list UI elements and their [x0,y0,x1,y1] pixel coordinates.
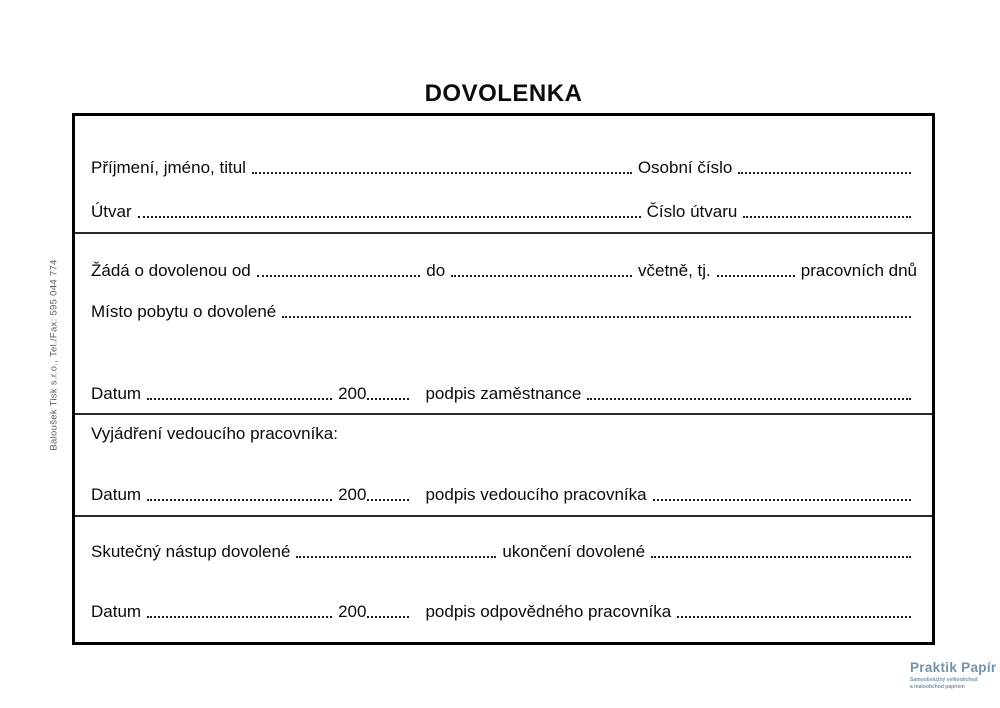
date-label: Datum [91,384,142,403]
employee-signature-label: podpis zaměstnance [425,384,582,403]
row-vacation-dates [91,261,917,281]
date-fill-line [147,499,332,501]
vacation-end-fill-line [651,556,911,558]
supervisor-signature-fill-line [653,499,911,501]
section-divider-3 [75,515,932,517]
row-supervisor-date-signature [91,485,917,505]
responsible-signature-fill-line [677,616,911,618]
row-department [91,202,917,222]
from-date-fill-line [257,275,421,277]
year-prefix: 200 [338,384,367,403]
date-label: Datum [91,602,142,621]
department-fill-line [138,216,641,218]
request-from-label: Žádá o dovolenou od [91,261,251,280]
working-days-label: pracovních dnů [800,261,917,280]
row-vacation-place [91,302,917,322]
year-fill-line [367,398,409,400]
row-employee-date-signature [91,384,917,404]
to-date-fill-line [451,275,632,277]
form-box [72,113,935,645]
surname-fill-line [252,172,632,174]
logo-name-text: Praktik Papír [910,660,997,675]
logo-tagline-line2: a maloobchod papírem [910,683,965,690]
year-fill-line [367,616,409,618]
surname-label: Příjmení, jméno, titul [91,158,246,177]
date-label: Datum [91,485,142,504]
year-fill-line [367,499,409,501]
date-fill-line [147,616,332,618]
department-number-fill-line [743,216,911,218]
logo-praktik-papir [910,660,998,690]
actual-start-fill-line [296,556,496,558]
employee-signature-fill-line [587,398,911,400]
year-prefix: 200 [338,602,367,621]
section-divider-1 [75,232,932,234]
row-name-personal-number [91,158,917,178]
section-divider-2 [75,413,932,415]
personal-number-label: Osobní číslo [637,158,733,177]
to-label: do [426,261,446,280]
page-title: DOVOLENKA [424,80,583,107]
personal-number-fill-line [738,172,911,174]
row-responsible-date-signature [91,602,917,622]
row-actual-vacation [91,542,917,562]
printer-info-vertical-text: Baloušek Tisk s.r.o., Tel./Fax: 595 044 774 [48,259,60,451]
inclusive-label: včetně, tj. [637,261,711,280]
responsible-signature-label: podpis odpovědného pracovníka [425,602,672,621]
supervisor-signature-label: podpis vedoucího pracovníka [425,485,647,504]
actual-start-label: Skutečný nástup dovolené [91,542,291,561]
date-fill-line [147,398,332,400]
year-prefix: 200 [338,485,367,504]
logo-tagline-line1: Samoobslužný velkoobchod [910,676,978,683]
department-label: Útvar [91,202,132,221]
supervisor-statement-heading: Vyjádření vedoucího pracovníka: [91,424,338,443]
place-label: Místo pobytu o dovolené [91,302,277,321]
row-supervisor-statement [91,424,917,444]
vacation-end-label: ukončení dovolené [502,542,646,561]
days-count-fill-line [717,275,795,277]
place-fill-line [282,316,911,318]
department-number-label: Číslo útvaru [646,202,738,221]
